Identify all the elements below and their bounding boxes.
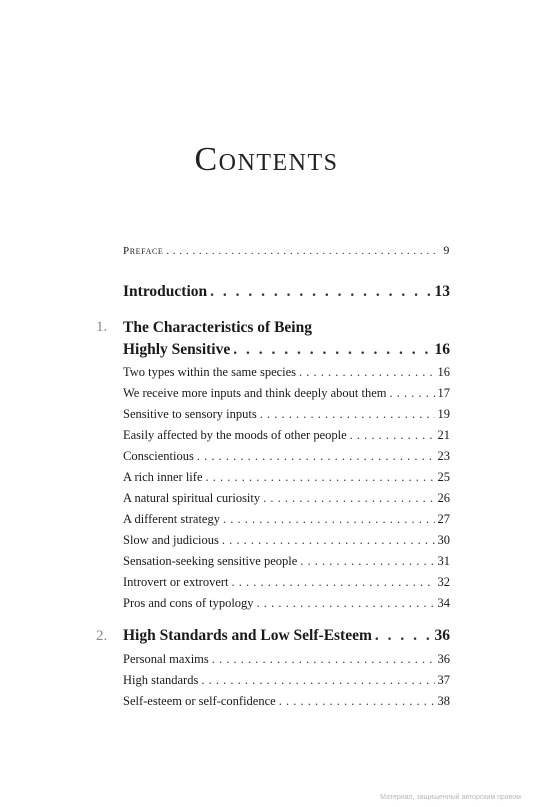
- toc-page-number: 37: [437, 673, 450, 687]
- toc-page-number: 26: [437, 491, 450, 505]
- toc-page-number: 21: [437, 428, 450, 442]
- dot-leader: [166, 245, 440, 257]
- toc-entry[interactable]: [123, 470, 450, 485]
- dot-leader: [300, 554, 434, 569]
- toc-preface-label: Preface: [123, 245, 164, 257]
- dot-leader: [197, 449, 435, 464]
- toc-entry[interactable]: [123, 491, 450, 506]
- toc-entry[interactable]: [123, 533, 450, 548]
- chapter-title: High Standards and Low Self-Esteem: [123, 627, 372, 644]
- toc-page-number: 13: [434, 283, 450, 300]
- copyright-watermark: Материал, защищенный авторским правом: [380, 794, 521, 801]
- toc-entry[interactable]: [123, 596, 450, 611]
- page-title: Contents: [194, 141, 339, 178]
- chapter-number: 1.: [96, 319, 108, 335]
- dot-leader: [350, 428, 435, 443]
- toc-page-number: 16: [434, 341, 450, 358]
- dot-leader: [279, 694, 435, 709]
- toc-entry[interactable]: [123, 673, 450, 688]
- dot-leader: [201, 673, 434, 688]
- toc-page-number: 17: [437, 386, 450, 400]
- toc-entry-label: Two types within the same species: [123, 365, 297, 379]
- toc-entry-label: A rich inner life: [123, 470, 203, 484]
- toc-entry-label: Self-esteem or self-confidence: [123, 694, 276, 708]
- toc-page-number: 25: [437, 470, 450, 484]
- dot-leader: [299, 365, 434, 380]
- toc-chapter-1[interactable]: [123, 341, 450, 359]
- toc-page-number: 38: [437, 694, 450, 708]
- toc-page-number: 27: [437, 512, 450, 526]
- toc-entry-label: Conscientious: [123, 449, 194, 463]
- toc-chapter-2[interactable]: [123, 627, 450, 645]
- dot-leader: [263, 491, 434, 506]
- toc-entry-label: A natural spiritual curiosity: [123, 491, 261, 505]
- toc-entry-label: Pros and cons of typology: [123, 596, 254, 610]
- toc-entry[interactable]: [123, 694, 450, 709]
- toc-entry[interactable]: [123, 575, 450, 590]
- toc-page-number: 19: [437, 407, 450, 421]
- toc-entry-label: Sensitive to sensory inputs: [123, 407, 257, 421]
- toc-entry[interactable]: [123, 512, 450, 527]
- toc-entry[interactable]: [123, 386, 450, 401]
- dot-leader: [260, 407, 435, 422]
- toc-page-number: 34: [437, 596, 450, 610]
- dot-leader: [212, 652, 435, 667]
- dot-leader: [232, 575, 435, 590]
- toc-introduction-label: Introduction: [123, 283, 208, 300]
- toc-entry[interactable]: [123, 449, 450, 464]
- toc-entry-label: High standards: [123, 673, 199, 687]
- toc-page-number: 30: [437, 533, 450, 547]
- dot-leader: [233, 341, 431, 359]
- toc-page-number: 16: [437, 365, 450, 379]
- dot-leader: [223, 512, 435, 527]
- chapter-title-continued: Highly Sensitive: [123, 341, 231, 358]
- dot-leader: [257, 596, 435, 611]
- toc-page-number: 32: [437, 575, 450, 589]
- toc-entry-label: Sensation-seeking sensitive people: [123, 554, 298, 568]
- toc-entry[interactable]: [123, 365, 450, 380]
- chapter-number: 2.: [96, 628, 108, 644]
- toc-entry-label: A different strategy: [123, 512, 220, 526]
- toc-page-number: 9: [443, 243, 450, 257]
- toc-entry[interactable]: [123, 652, 450, 667]
- toc-entry-label: Slow and judicious: [123, 533, 219, 547]
- toc-page-number: 23: [437, 449, 450, 463]
- toc-entry[interactable]: [123, 554, 450, 569]
- toc-entry-label: Introvert or extrovert: [123, 575, 229, 589]
- toc-page-number: 36: [437, 652, 450, 666]
- dot-leader: [222, 533, 435, 548]
- toc-entry-label: We receive more inputs and think deeply about them: [123, 386, 387, 400]
- chapter-title[interactable]: The Characteristics of Being: [123, 319, 312, 336]
- toc-page-number: 36: [434, 627, 450, 644]
- dot-leader: [390, 386, 435, 401]
- dot-leader: [210, 283, 431, 301]
- dot-leader: [206, 470, 435, 485]
- toc-entry[interactable]: [123, 407, 450, 422]
- toc-entry[interactable]: [123, 428, 450, 443]
- dot-leader: [375, 627, 432, 645]
- toc-introduction[interactable]: [123, 283, 450, 301]
- toc-entry-label: Easily affected by the moods of other people: [123, 428, 347, 442]
- toc-preface[interactable]: [123, 243, 450, 258]
- toc-page-number: 31: [437, 554, 450, 568]
- toc-entry-label: Personal maxims: [123, 652, 209, 666]
